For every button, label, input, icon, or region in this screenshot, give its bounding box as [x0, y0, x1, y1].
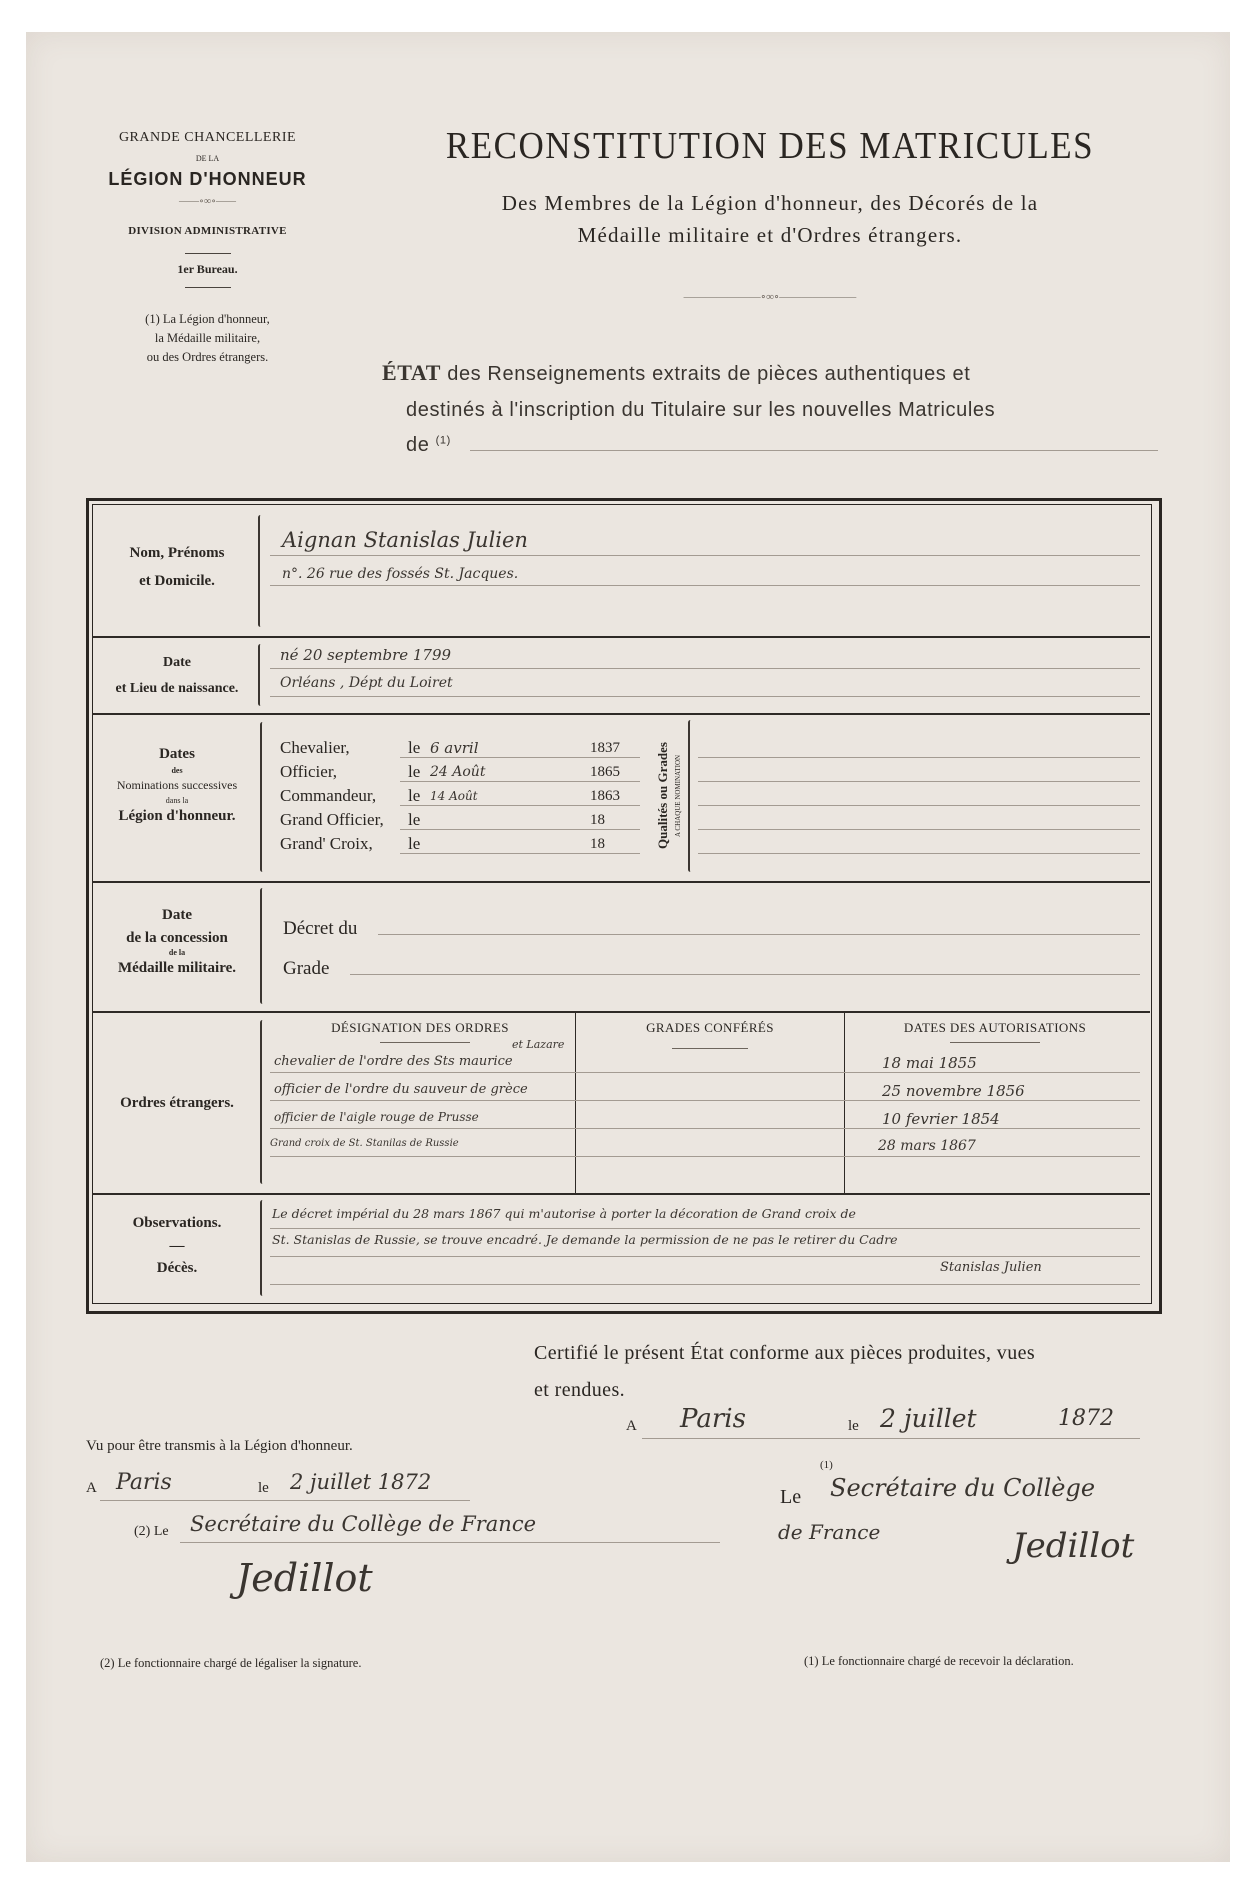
row-divider [92, 1011, 1150, 1013]
certifie-role: Secrétaire du Collège [830, 1474, 1096, 1502]
fill-line [270, 1256, 1140, 1257]
nomination-row: Chevalier, le 6 avril 1837 [280, 738, 620, 757]
header-underline [380, 1042, 470, 1043]
nominations-label: Dates des Nominations successives dans la Légion d'honneur. [116, 746, 238, 824]
row-divider [92, 881, 1150, 883]
nomination-row: Commandeur, le 14 Août 1863 [280, 786, 620, 805]
matricule-fill-line [470, 450, 1158, 451]
nom-label: Nom, Prénoms et Domicile. [129, 545, 225, 589]
col-dates-header: DATES DES AUTORISATIONS [903, 1020, 1087, 1035]
observation-signature: Stanislas Julien [940, 1260, 1042, 1275]
brace [258, 515, 263, 627]
brace [260, 1200, 265, 1296]
nomination-row: Grand Officier, le 18 [280, 810, 605, 829]
fill-line [400, 853, 640, 854]
qualites-sublabel: A CHAQUE NOMINATION [674, 754, 682, 838]
fill-line [698, 829, 1140, 830]
divider [185, 253, 231, 254]
col-grades-header: GRADES CONFÉRÉS [646, 1020, 774, 1035]
certifie-le-label: le [848, 1418, 859, 1434]
vu-signature: Jedillot [236, 1556, 373, 1600]
document-title: RECONSTITUTION DES MATRICULES [445, 124, 1095, 167]
ornament-divider: ——∘∞∘—— [179, 196, 236, 207]
fill-line [400, 805, 640, 806]
nomination-row: Officier, le 24 Août 1865 [280, 762, 620, 781]
chancellerie-title: GRANDE CHANCELLERIE [118, 130, 297, 145]
naissance-lieu-value: Orléans , Dépt du Loiret [280, 675, 453, 691]
observations-label: Observations. — Décès. [132, 1215, 222, 1276]
legion-honneur-title: LÉGION D'HONNEUR [108, 169, 307, 189]
col-designation-header: DÉSIGNATION DES ORDRES [331, 1020, 509, 1035]
row-divider [92, 636, 1150, 638]
etat-text: de [406, 433, 430, 456]
fill-line [270, 1284, 1140, 1285]
fill-line [270, 585, 1140, 586]
vu-role: Secrétaire du Collège de France [190, 1512, 537, 1536]
vu-a-label: A [86, 1480, 97, 1496]
vu-le-role-label: (2) Le [134, 1524, 169, 1539]
certifie-signature: Jedillot [1012, 1526, 1135, 1566]
divider [185, 287, 231, 288]
header-underline [950, 1042, 1040, 1043]
fill-line [698, 757, 1140, 758]
observation-text: Le décret impérial du 28 mars 1867 qui m'autorise à porter la décoration de Grand croix de [272, 1206, 856, 1221]
note-line: (1) La Légion d'honneur, [145, 312, 270, 326]
certifie-a-label: A [626, 1418, 637, 1434]
brace [260, 1020, 265, 1184]
ordre-designation: Grand croix de St. Stanilas de Russie [270, 1138, 459, 1149]
fill-line [400, 829, 640, 830]
ordre-date: 18 mai 1855 [882, 1054, 977, 1072]
row-divider [92, 1193, 1150, 1195]
chancellerie-de-la: DE LA [195, 154, 220, 163]
decret-label: Décret du [283, 918, 358, 939]
column-divider [575, 1013, 576, 1193]
vu-text: Vu pour être transmis à la Légion d'honneur. [86, 1438, 353, 1454]
certifie-year: 1872 [1058, 1406, 1114, 1431]
ordre-date: 28 mars 1867 [878, 1138, 976, 1154]
fill-line [270, 668, 1140, 669]
fill-line [270, 555, 1140, 556]
vu-le-label: le [258, 1480, 269, 1496]
note-line: la Médaille militaire, [154, 330, 261, 345]
etat-text: des Renseignements extraits de pièces authentiques et [447, 363, 971, 385]
certifie-paragraph [534, 1335, 1174, 1409]
fill-line [400, 757, 640, 758]
note-line: ou des Ordres étrangers. [146, 349, 269, 364]
ordre-date: 25 novembre 1856 [882, 1082, 1025, 1100]
certifie-role: de France [778, 1520, 881, 1544]
subtitle-line: Médaille militaire et d'Ordres étrangers. [577, 222, 963, 247]
brace [258, 644, 263, 706]
observation-text: St. Stanislas de Russie, se trouve encadré. Je demande la permission de ne pas le retirer du Cadre [272, 1232, 898, 1247]
subtitle-line: Des Membres de la Légion d'honneur, des Décorés de la [501, 191, 1039, 215]
fill-line [270, 1072, 1140, 1073]
certifie-place: Paris [680, 1404, 746, 1434]
vu-date: 2 juillet 1872 [290, 1470, 432, 1494]
ornament-divider: ———————∘∞∘——————— [683, 291, 857, 303]
fill-line [698, 781, 1140, 782]
document-subtitle [370, 188, 1170, 251]
fill-line [270, 1100, 1140, 1101]
fill-line [270, 1128, 1140, 1129]
naissance-date-value: né 20 septembre 1799 [280, 646, 452, 664]
fill-line [100, 1500, 470, 1501]
fill-line [378, 934, 1140, 935]
brace [260, 888, 265, 1004]
certifie-text: Certifié le présent État conforme aux pièces produites, vues [534, 1342, 1036, 1364]
fill-line [698, 853, 1140, 854]
fill-line [180, 1542, 720, 1543]
grade-label: Grade [283, 958, 330, 979]
ordre-designation: officier de l'ordre du sauveur de grèce [274, 1082, 528, 1097]
ordre-extra-note: et Lazare [512, 1038, 565, 1051]
domicile-value: n°. 26 rue des fossés St. Jacques. [282, 566, 519, 582]
certifie-footnote-ref: (1) [820, 1459, 833, 1471]
header-underline [672, 1048, 748, 1049]
ordres-label: Ordres étrangers. [120, 1095, 234, 1111]
fill-line [270, 696, 1140, 697]
ordre-designation: chevalier de l'ordre des Sts maurice [274, 1054, 513, 1069]
footnote-right: (1) Le fonctionnaire chargé de recevoir la déclaration. [804, 1654, 1074, 1668]
row-divider [92, 713, 1150, 715]
certifie-text: et rendues. [534, 1379, 626, 1401]
brace [688, 720, 693, 872]
medaille-label: Date de la concession de la Médaille militaire. [117, 907, 237, 976]
nomination-row: Grand' Croix, le 18 [280, 834, 605, 853]
bureau-label: 1er Bureau. [177, 262, 238, 276]
certifie-date: 2 juillet [880, 1404, 977, 1433]
footnote-ref: (1) [435, 433, 451, 446]
etat-text: destinés à l'inscription du Titulaire sur les nouvelles Matricules [406, 398, 996, 421]
fill-line [698, 805, 1140, 806]
etat-word: ÉTAT [382, 360, 442, 385]
naissance-label: Date et Lieu de naissance. [115, 655, 239, 696]
header-left [100, 130, 315, 366]
fill-line [400, 781, 640, 782]
brace [260, 722, 265, 872]
certifie-le-role-label: Le [780, 1486, 802, 1508]
column-divider [844, 1013, 845, 1193]
fill-line [270, 1228, 1140, 1229]
fill-line [270, 1156, 1140, 1157]
qualites-label: Qualités ou Grades [655, 742, 670, 850]
nom-value: Aignan Stanislas Julien [282, 528, 528, 552]
ordre-designation: officier de l'aigle rouge de Prusse [274, 1110, 479, 1124]
vu-place: Paris [116, 1470, 172, 1495]
ordre-date: 10 fevrier 1854 [882, 1110, 1000, 1128]
fill-line [350, 974, 1140, 975]
etat-paragraph [382, 354, 1172, 463]
division-label: DIVISION ADMINISTRATIVE [128, 225, 287, 237]
footnote-left: (2) Le fonctionnaire chargé de légaliser la signature. [100, 1656, 362, 1670]
fill-line [642, 1438, 1140, 1439]
